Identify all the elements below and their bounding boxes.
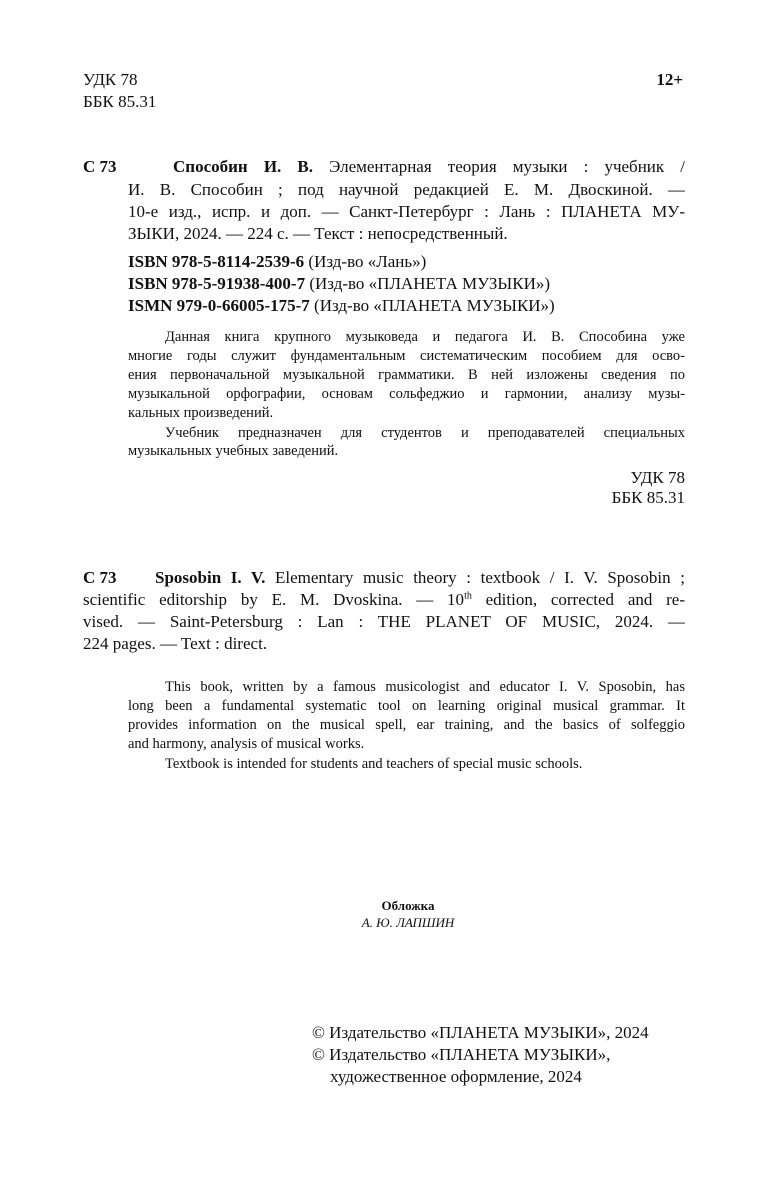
- cover-label: Обложка: [381, 898, 435, 913]
- isbn-2: [128, 273, 550, 295]
- ismn-code: ISMN 979-0-66005-175-7: [128, 296, 310, 315]
- en-abstract-line: This book, written by a famous musicologist and educator I. V. Sposobin, has: [165, 679, 685, 695]
- header-udk: УДК 78: [83, 70, 138, 89]
- ismn: [128, 295, 555, 317]
- ru-author: Способин И. В.: [173, 157, 313, 176]
- isbn-publisher: (Изд-во «Лань»): [308, 252, 427, 271]
- en-line-4: 224 pages. — Text : direct.: [83, 634, 268, 653]
- ru-line-3: 10-е изд., испр. и доп. — Санкт-Петербург : Лань : ПЛАНЕТА МУ-: [128, 202, 685, 221]
- ru-udk: УДК 78: [630, 468, 685, 487]
- en-line-2a: scientific editorship by E. M. Dvoskina. — 10: [83, 590, 465, 609]
- en-line-2: [83, 589, 685, 611]
- en-line-1: [155, 567, 685, 589]
- ru-bbk: ББК 85.31: [611, 488, 685, 507]
- en-line-2-sup: th: [464, 590, 472, 602]
- en-line-2b: edition, corrected and re-: [471, 590, 685, 609]
- header-bbk: ББК 85.31: [83, 92, 157, 111]
- ru-title: Элементарная теория музыки : учебник /: [329, 157, 685, 176]
- ru-abstract-line: музыкальной орфографии, основам сольфеджио и гармонии, анализу музы-: [128, 386, 685, 402]
- ru-abstract-line: Данная книга крупного музыковеда и педагога И. В. Способина уже: [165, 329, 685, 345]
- ru-code: С 73: [83, 157, 117, 176]
- ru-abstract-line: многие годы служит фундаментальным систематическим пособием для осво-: [128, 348, 685, 364]
- en-author: Sposobin I. V.: [155, 568, 266, 587]
- en-line-3: vised. — Saint-Petersburg : Lan : THE PLANET OF MUSIC, 2024. —: [83, 612, 685, 631]
- ru-line-4: ЗЫКИ, 2024. — 224 с. — Текст : непосредственный.: [128, 224, 508, 243]
- en-abstract-line: and harmony, analysis of musical works.: [128, 736, 365, 752]
- ru-abstract-line: музыкальных учебных заведений.: [128, 443, 339, 459]
- copyright-1: © Издательство «ПЛАНЕТА МУЗЫКИ», 2024: [312, 1023, 649, 1042]
- en-abstract-line: provides information on the musical spell, ear training, and the basics of solfeggio: [128, 717, 685, 733]
- isbn-1: [128, 251, 426, 273]
- ru-line-2: И. В. Способин ; под научной редакцией Е. М. Двоскиной. —: [128, 180, 685, 199]
- age-rating: 12+: [656, 70, 683, 89]
- ru-line-1: [173, 156, 685, 178]
- copyright-2: © Издательство «ПЛАНЕТА МУЗЫКИ»,: [312, 1045, 611, 1064]
- ru-abstract-line: кальных произведений.: [128, 405, 274, 421]
- ru-abstract-line: Учебник предназначен для студентов и преподавателей специальных: [165, 425, 685, 441]
- isbn-publisher: (Изд-во «ПЛАНЕТА МУЗЫКИ»): [309, 274, 551, 293]
- en-abstract-line: long been a fundamental systematic tool on learning original musical grammar. It: [128, 698, 685, 714]
- cover-artist: А. Ю. ЛАПШИН: [361, 915, 455, 930]
- isbn-code: ISBN 978-5-91938-400-7: [128, 274, 306, 293]
- en-abstract-line: Textbook is intended for students and teachers of special music schools.: [165, 756, 583, 772]
- isbn-publisher: (Изд-во «ПЛАНЕТА МУЗЫКИ»): [314, 296, 555, 315]
- ru-abstract-line: ения первоначальной музыкальной грамматики. В ней изложены сведения по: [128, 367, 685, 383]
- isbn-code: ISBN 978-5-8114-2539-6: [128, 252, 305, 271]
- copyright-3: художественное оформление, 2024: [330, 1067, 582, 1086]
- en-code: С 73: [83, 568, 117, 587]
- en-title: Elementary music theory : textbook / I. V. Sposobin ;: [274, 568, 685, 587]
